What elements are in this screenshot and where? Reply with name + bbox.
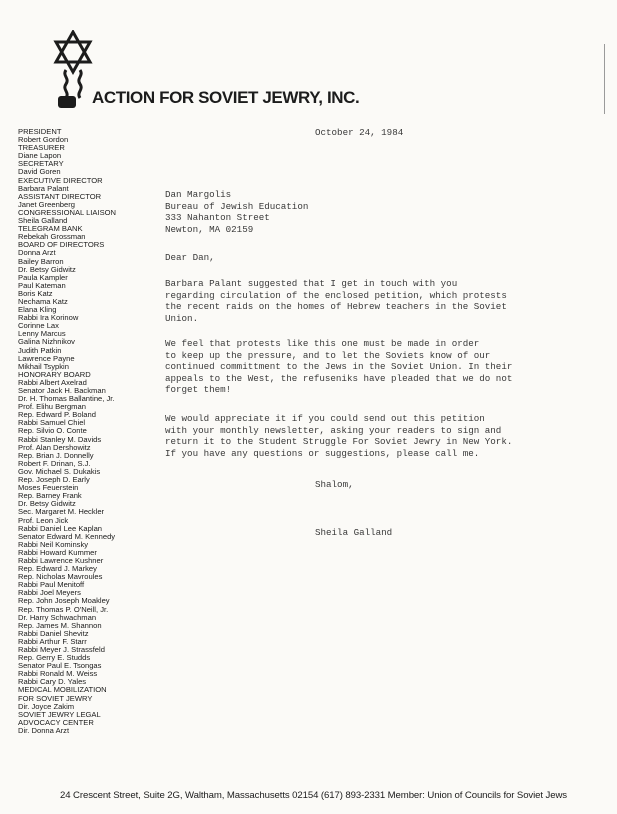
roster-role: ADVOCACY CENTER (18, 718, 94, 727)
roster-role: FOR SOVIET JEWRY (18, 694, 93, 703)
roster-name: Rep. John Joseph Moakley (18, 597, 110, 606)
roster-name: Rep. Brian J. Donnelly (18, 451, 94, 460)
organization-name: ACTION FOR SOVIET JEWRY, INC. (92, 88, 360, 107)
roster-name: Sheila Galland (18, 217, 68, 226)
roster-name: Dr. Betsy Gidwitz (18, 265, 76, 274)
roster-name: Rebekah Grossman (18, 233, 86, 242)
roster-name: Rabbi Cary D. Yales (18, 678, 87, 687)
roster-name: Rabbi Howard Kummer (18, 548, 97, 557)
paragraph: We would appreciate it if you could send out this petition with your monthly newsletter, asking your readers to sign and return it to the Student Struggle For Soviet Jewry in New York. If you have any questions or suggestions, please call me. (165, 413, 513, 459)
roster-name: Bailey Barron (18, 257, 64, 266)
address-line: Dan Margolis (165, 189, 232, 200)
roster-name: Robert Gordon (18, 136, 69, 145)
letter-date: October 24, 1984 (315, 127, 404, 138)
roster-name: Galina Nizhnikov (18, 338, 75, 347)
roster-name: Dr. Harry Schwachman (18, 613, 97, 622)
roster-name: Rep. Gerry E. Studds (18, 654, 91, 663)
roster-name: Rabbi Meyer J. Strassfeld (18, 646, 105, 654)
roster-name: Judith Patkin (18, 346, 62, 355)
roster-name: Lawrence Payne (18, 354, 75, 363)
roster-name: Robert F. Drinan, S.J. (18, 459, 91, 468)
roster-role: ASSISTANT DIRECTOR (18, 192, 102, 201)
roster-name: Rabbi Lawrence Kushner (18, 556, 104, 565)
roster-name: Rabbi Daniel Lee Kaplan (18, 524, 103, 533)
roster-name: Rabbi Arthur F. Starr (18, 637, 87, 646)
roster-name: Rep. Thomas P. O'Neill, Jr. (18, 605, 109, 614)
roster-name: Mikhail Tsypkin (18, 362, 69, 371)
roster-name: Lenny Marcus (18, 330, 66, 339)
closing: Shalom, (315, 479, 354, 490)
roster-name: David Goren (18, 168, 61, 177)
address-line: Bureau of Jewish Education (165, 200, 309, 212)
officers-roster (18, 128, 168, 735)
margin-mark (604, 44, 605, 114)
roster-name: Dr. H. Thomas Ballantine, Jr. (18, 395, 115, 404)
roster-role: EXECUTIVE DIRECTOR (18, 176, 103, 185)
footer-address: 24 Crescent Street, Suite 2G, Waltham, Massachusetts 02154 (617) 893-2331 Member: Union of Councils for Soviet Jews (60, 790, 567, 801)
roster-name: Gov. Michael S. Dukakis (18, 467, 101, 476)
roster-name: Paula Kampler (18, 273, 68, 282)
roster-name: Senator Paul E. Tsongas (18, 662, 102, 671)
roster-role: SECRETARY (18, 160, 64, 169)
recipient-address (165, 189, 308, 235)
roster-name: Janet Greenberg (18, 200, 75, 209)
roster-name: Corinne Lax (18, 322, 59, 331)
roster-role: TELEGRAM BANK (18, 225, 83, 234)
roster-name: Rep. Barney Frank (18, 492, 82, 501)
roster-name: Prof. Elihu Bergman (18, 403, 86, 412)
roster-name: Rabbi Albert Axelrad (18, 378, 87, 387)
roster-role: SOVIET JEWRY LEGAL (18, 710, 101, 719)
roster-name: Rep. Nicholas Mavroules (18, 573, 103, 582)
roster-name: Rabbi Paul Menitoff (18, 581, 85, 590)
roster-name: Dir. Joyce Zakim (18, 702, 75, 711)
address-line: 333 Nahanton Street (165, 212, 270, 224)
roster-name: Rabbi Daniel Shevitz (18, 629, 89, 638)
roster-name: Dir. Donna Arzt (18, 726, 70, 735)
roster-name: Paul Kateman (18, 281, 66, 290)
signature-name: Sheila Galland (315, 527, 393, 538)
paragraph: Barbara Palant suggested that I get in touch with you regarding circulation of the enclosed petition, which protests the recent raids on the homes of Hebrew teachers in the Soviet Union. (165, 278, 507, 324)
roster-name: Senator Jack H. Backman (18, 387, 106, 395)
address-line: Newton, MA 02159 (165, 223, 254, 235)
roster-role: PRESIDENT (18, 128, 62, 136)
roster-role: BOARD OF DIRECTORS (18, 241, 105, 250)
roster-name: Rabbi Neil Kominsky (18, 540, 89, 549)
roster-role: TREASURER (18, 144, 65, 153)
roster-name: Barbara Palant (18, 184, 69, 193)
paragraph: We feel that protests like this one must be made in order to keep up the pressure, and to let the Soviets know of our continued committment to the Jews in the Soviet Union. In their appeals to the West, the refuseniks have pleaded that we do not forget them! (165, 338, 513, 395)
roster-name: Senator Edward M. Kennedy (18, 532, 116, 541)
roster-name: Rep. Joseph D. Early (18, 476, 90, 485)
roster-name: Nechama Katz (18, 297, 68, 306)
roster-name: Sec. Margaret M. Heckler (18, 508, 105, 517)
roster-name: Rabbi Stanley M. Davids (18, 435, 102, 444)
roster-role: MEDICAL MOBILIZATION (18, 686, 107, 695)
roster-name: Prof. Alan Dershowitz (18, 443, 91, 452)
roster-name: Donna Arzt (18, 249, 56, 258)
roster-name: Rep. Edward P. Boland (18, 411, 96, 420)
roster-name: Prof. Leon Jick (18, 516, 69, 525)
roster-role: HONORARY BOARD (18, 370, 91, 379)
roster-name: Moses Feuerstein (18, 484, 79, 493)
roster-name: Rabbi Ira Korinow (18, 314, 79, 323)
salutation: Dear Dan, (165, 252, 215, 263)
roster-name: Boris Katz (18, 289, 53, 298)
roster-name: Rabbi Ronald M. Weiss (18, 670, 98, 679)
roster-name: Diane Lapon (18, 152, 62, 161)
roster-name: Rep. Silvio O. Conte (18, 427, 87, 436)
roster-name: Rep. Edward J. Markey (18, 565, 97, 574)
roster-name: Rep. James M. Shannon (18, 621, 102, 630)
roster-name: Dr. Betsy Gidwitz (18, 500, 76, 509)
star-of-david-logo (52, 30, 94, 110)
roster-name: Rabbi Joel Meyers (18, 589, 81, 598)
roster-name: Rabbi Samuel Chiel (18, 419, 86, 428)
roster-role: CONGRESSIONAL LIAISON (18, 208, 117, 217)
roster-name: Elana Kling (18, 306, 57, 315)
